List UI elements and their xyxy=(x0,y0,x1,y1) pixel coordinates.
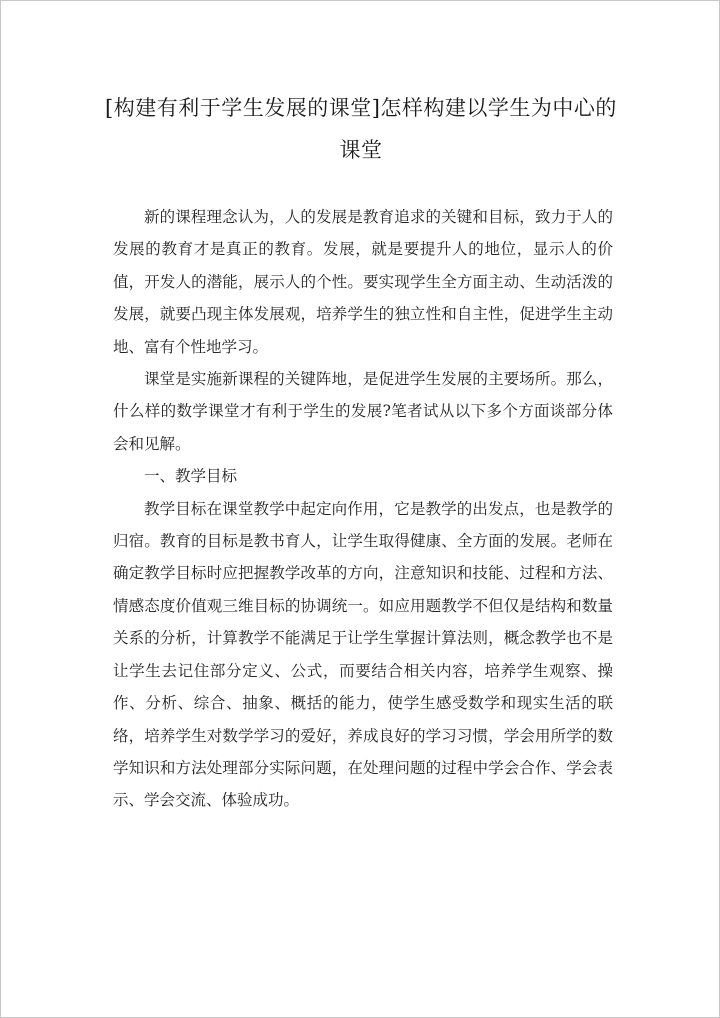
paragraph-classroom: 课堂是实施新课程的关键阵地，是促进学生发展的主要场所。那么，什么样的数学课堂才有利于学生的发展?笔者试从以下多个方面谈部分体会和见解。 xyxy=(113,370,613,453)
document-body xyxy=(113,201,613,817)
document-title: [构建有利于学生发展的课堂]怎样构建以学生为中心的课堂 xyxy=(105,96,617,162)
section-heading: 一、教学目标 xyxy=(144,467,238,486)
paragraph-teaching-goals: 教学目标在课堂教学中起定向作用，它是教学的出发点，也是教学的归宿。教育的目标是教书育人，让学生取得健康、全方面的发展。老师在确定教学目标时应把握教学改革的方向，注意知识和技能、过程和方法、情感态度价值观三维目标的协调统一。如应用题教学不但仅是结构和数量关系的分析，计算教学不能满足于让学生掌握计算法则，概念教学也不是让学生去记住部分定义、公式，而要结合相关内容，培养学生观察、操作、分析、综合、抽象、概括的能力，使学生感受数学和现实生活的联络，培养学生对数学学习的爱好，养成良好的学习习惯，学会用所学的数学知识和方法处理部分实际问题，在处理问题的过程中学会合作、学会表示、学会交流、体验成功。 xyxy=(113,499,613,810)
paragraph-intro: 新的课程理念认为，人的发展是教育追求的关键和目标，致力于人的发展的教育才是真正的教育。发展，就是要提升人的地位，显示人的价值，开发人的潜能，展示人的个性。要实现学生全方面主动、生动活泼的发展，就要凸现主体发展观，培养学生的独立性和自主性，促进学生主动地、富有个性地学习。 xyxy=(113,208,613,356)
